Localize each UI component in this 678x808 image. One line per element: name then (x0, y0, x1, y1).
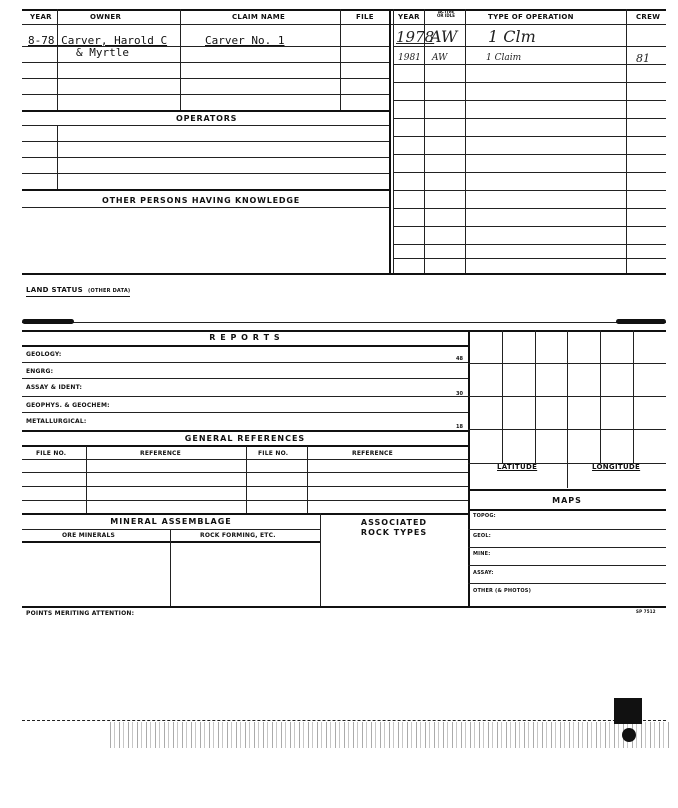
row-line (22, 141, 389, 142)
col-divider (424, 9, 425, 273)
header-claim-name: CLAIM NAME (232, 13, 286, 21)
col-divider (465, 9, 466, 273)
header-crew: CREW (636, 13, 661, 21)
row-line (22, 94, 389, 95)
mineral-title-underline (22, 529, 320, 530)
row-line (22, 412, 468, 413)
scan-artifact-line (22, 720, 666, 721)
ops-status-2: AW (432, 53, 448, 63)
other-persons-title: OTHER PERSONS HAVING KNOWLEDGE (102, 196, 300, 205)
scan-dark-spot (622, 728, 636, 742)
header-underline (22, 24, 666, 25)
row-line (393, 100, 666, 101)
row-line (393, 190, 666, 191)
row-line (22, 189, 389, 191)
grid-line (468, 396, 666, 397)
ops-year-2: 1981 (398, 53, 421, 63)
section-bottom-border (22, 606, 666, 608)
operators-title: OPERATORS (176, 114, 238, 123)
report-geology-num: 48 (456, 356, 463, 362)
row-line (22, 125, 389, 126)
header-file: FILE (356, 13, 374, 21)
ops-crew-2: 81 (636, 52, 650, 65)
coords-underline (468, 489, 666, 491)
row-line (22, 430, 468, 432)
row-line (22, 396, 468, 397)
header-active-label: ACTIVE (437, 9, 455, 14)
row-line (393, 136, 666, 137)
assoc-line2: ROCK TYPES (360, 528, 428, 537)
header-owner: OWNER (90, 13, 122, 21)
row-line (22, 472, 468, 473)
owner-line1: 8-78 Carver, Harold C (28, 34, 168, 47)
col-divider (246, 446, 247, 513)
reports-title: R E P O R T S (209, 333, 281, 342)
row-line (393, 46, 666, 47)
maps-topog-label: TOPOG: (473, 513, 496, 519)
row-line (468, 565, 666, 566)
row-line (22, 157, 389, 158)
scan-noise (110, 722, 670, 748)
maps-assay-label: ASSAY: (473, 570, 494, 576)
longitude-label: LONGITUDE (592, 463, 641, 471)
header-active-idle (428, 10, 464, 18)
land-status-text: LAND STATUS (26, 286, 83, 294)
general-refs-underline (22, 445, 468, 447)
row-line (22, 459, 468, 460)
row-line (468, 547, 666, 548)
header-idle-label: OR IDLE (437, 13, 455, 18)
section-separator (22, 322, 666, 323)
assoc-line1: ASSOCIATED (360, 518, 428, 527)
ops-status-1: AW (430, 27, 458, 46)
associated-rock-types (320, 518, 468, 538)
claim-name-value: Carver No. 1 (205, 34, 285, 47)
ore-minerals-header: ORE MINERALS (62, 532, 116, 539)
report-geology-label: GEOLOGY: (26, 351, 62, 358)
owner-line2: & Myrtle (76, 46, 129, 59)
row-line (22, 110, 389, 112)
col-divider (86, 446, 87, 513)
top-border (22, 9, 666, 11)
header-year: YEAR (30, 13, 52, 21)
ops-year-1: 1978 (396, 28, 435, 46)
maps-title-underline (468, 509, 666, 511)
row-line (468, 529, 666, 530)
row-line (22, 207, 389, 208)
separator-cap-left (22, 319, 74, 324)
row-line (468, 583, 666, 584)
gr-header-reference-1: REFERENCE (140, 450, 181, 457)
gr-header-file-no-1: FILE NO. (36, 450, 67, 457)
report-metallurgical-label: METALLURGICAL: (26, 418, 87, 425)
gr-header-file-no-2: FILE NO. (258, 450, 289, 457)
rock-forming-header: ROCK FORMING, ETC. (200, 532, 276, 539)
row-line (22, 513, 468, 515)
row-line (22, 486, 468, 487)
latitude-label: LATITUDE (497, 463, 538, 471)
separator-cap-right (616, 319, 666, 324)
report-assay-label: ASSAY & IDENT: (26, 384, 83, 391)
report-geophys-label: GEOPHYS. & GEOCHEM: (26, 402, 110, 409)
mineral-assemblage-title: MINERAL ASSEMBLAGE (110, 517, 232, 526)
row-line (393, 118, 666, 119)
land-status-sub: (OTHER DATA) (88, 288, 131, 294)
bottom-border (22, 273, 666, 275)
col-divider (626, 9, 627, 273)
scan-dark-blot (614, 698, 642, 724)
form-number: SP 7512 (636, 609, 656, 614)
row-line (22, 78, 389, 79)
block-divider (389, 9, 391, 273)
grid-line (468, 363, 666, 364)
ops-type-2: 1 Claim (486, 53, 522, 63)
row-line (393, 244, 666, 245)
row-line (393, 172, 666, 173)
row-line (393, 64, 666, 65)
report-engrg-label: ENGRG: (26, 368, 54, 375)
row-line (393, 258, 666, 259)
row-line (22, 62, 389, 63)
ops-type-1: 1 Clm (488, 27, 536, 46)
row-line (393, 82, 666, 83)
row-line (393, 226, 666, 227)
grid-line (468, 429, 666, 430)
col-divider (170, 529, 171, 606)
maps-geol-label: GEOL: (473, 533, 491, 539)
header-type-of-operation: TYPE OF OPERATION (488, 13, 574, 21)
row-line (22, 500, 468, 501)
header-year-ops: YEAR (398, 13, 420, 21)
row-line (22, 362, 468, 363)
grid-line (567, 330, 568, 488)
maps-mine-label: MINE: (473, 551, 491, 557)
row-line (393, 208, 666, 209)
col-divider (57, 125, 58, 189)
block-divider (393, 9, 394, 273)
maps-other-label: OTHER (& PHOTOS) (473, 588, 532, 594)
report-metallurgical-num: 18 (456, 424, 463, 430)
report-assay-num: 30 (456, 391, 463, 397)
maps-title: MAPS (552, 496, 582, 505)
reports-title-underline (22, 345, 468, 347)
points-meriting-attention: POINTS MERITING ATTENTION: (26, 610, 135, 617)
row-line (22, 378, 468, 379)
gr-header-reference-2: REFERENCE (352, 450, 393, 457)
reports-top-border (22, 330, 666, 332)
general-refs-title: GENERAL REFERENCES (184, 434, 306, 443)
col-divider (307, 446, 308, 513)
land-status-label (26, 277, 130, 297)
row-line (393, 154, 666, 155)
mineral-header-underline (22, 541, 320, 543)
row-line (22, 173, 389, 174)
